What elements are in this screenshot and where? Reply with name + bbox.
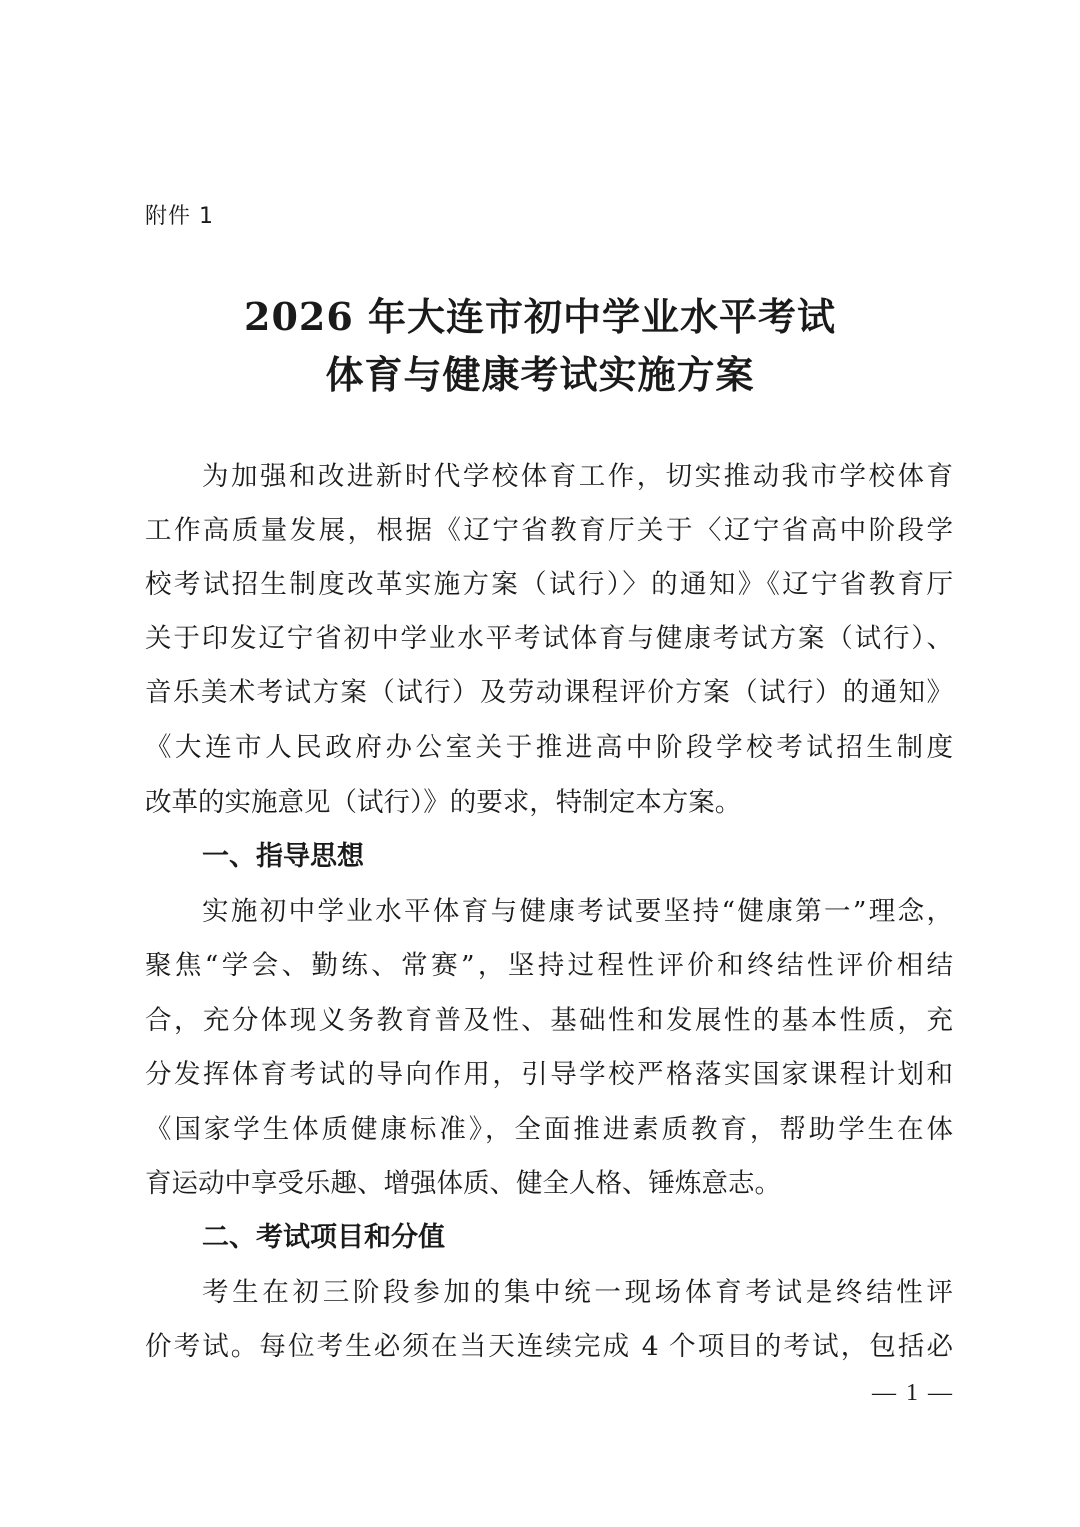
section2-line: 考生在初三阶段参加的集中统一现场体育考试是终结性评	[202, 1277, 953, 1308]
section1-line: 《国家学生体质健康标准》，全面推进素质教育，帮助学生在体	[145, 1114, 953, 1145]
document-title-line-1: 2026 年大连市初中学业水平考试	[244, 294, 836, 339]
intro-line: 工作高质量发展，根据《辽宁省教育厅关于〈辽宁省高中阶段学	[145, 515, 953, 546]
intro-line: 关于印发辽宁省初中学业水平考试体育与健康考试方案（试行）、	[145, 623, 953, 654]
section1-line: 分发挥体育考试的导向作用，引导学校严格落实国家课程计划和	[145, 1059, 953, 1090]
section-heading-guiding-ideology: 一、指导思想	[202, 841, 364, 872]
document-title-line-2: 体育与健康考试实施方案	[325, 352, 755, 397]
page-number: — 1 —	[872, 1380, 954, 1406]
section1-line: 实施初中学业水平体育与健康考试要坚持“健康第一”理念，	[202, 896, 953, 927]
section2-line: 价考试。每位考生必须在当天连续完成 4 个项目的考试，包括必	[145, 1331, 953, 1362]
intro-line: 为加强和改进新时代学校体育工作，切实推动我市学校体育	[202, 461, 953, 492]
intro-line: 改革的实施意见（试行）》的要求，特制定本方案。	[145, 787, 742, 818]
intro-line: 音乐美术考试方案（试行）及劳动课程评价方案（试行）的通知》	[145, 677, 953, 708]
intro-line: 《大连市人民政府办公室关于推进高中阶段学校考试招生制度	[145, 732, 953, 763]
section-heading-exam-items: 二、考试项目和分值	[202, 1222, 445, 1253]
section1-line: 聚焦“学会、勤练、常赛”，坚持过程性评价和终结性评价相结	[145, 950, 953, 981]
attachment-label: 附件 1	[145, 204, 214, 229]
section1-line: 育运动中享受乐趣、增强体质、健全人格、锤炼意志。	[145, 1168, 781, 1199]
intro-line: 校考试招生制度改革实施方案（试行）〉的通知》《辽宁省教育厅	[145, 569, 953, 600]
section1-line: 合，充分体现义务教育普及性、基础性和发展性的基本性质，充	[145, 1005, 953, 1036]
